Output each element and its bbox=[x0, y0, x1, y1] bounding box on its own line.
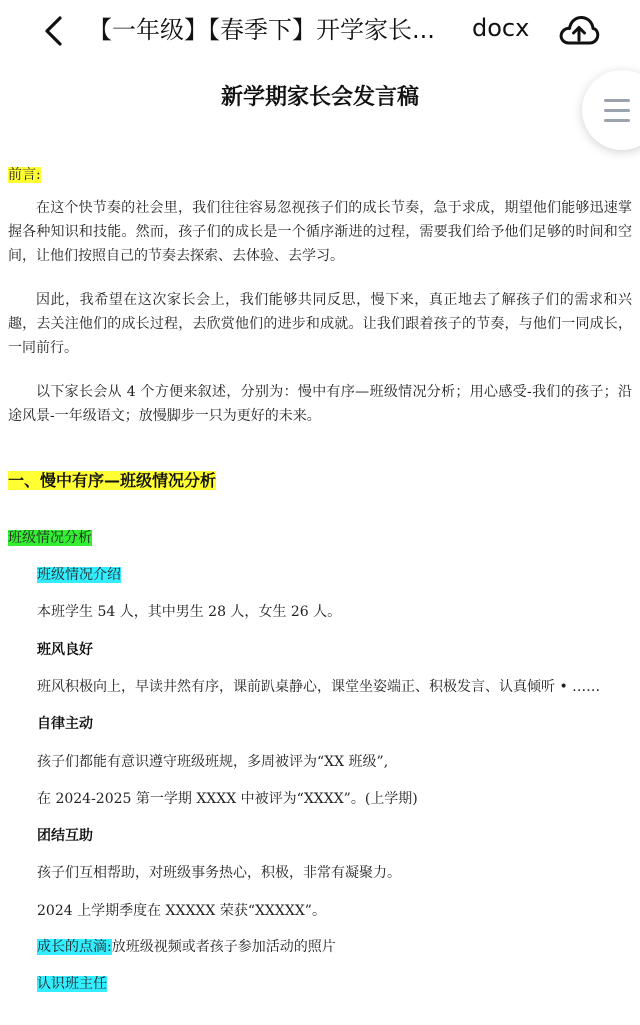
paragraph: 在这个快节奏的社会里，我们往往容易忽视孩子们的成长节奏，急于求成，期望他们能够迅速掌握各种知识和技能。然而，孩子们的成长是一个循序渐进的过程，需要我们给予他们足够的时间和空间，让他们按照自己的节奏去探索、去体验、去学习。 bbox=[8, 200, 632, 264]
style-title: 班风良好 bbox=[37, 642, 93, 658]
paragraph: 以下家长会从 4 个方便来叙述，分别为：慢中有序—班级情况分析；用心感受-我们的孩子；沿途风景-一年级语文；放慢脚步一只为更好的未来。 bbox=[8, 384, 632, 424]
unity-text-2: 2024 上学期季度在 XXXXX 荣获“XXXXX”。 bbox=[37, 903, 326, 919]
section-title: 一、慢中有序—班级情况分析 bbox=[8, 471, 217, 490]
discipline-text-1: 孩子们都能有意识遵守班级班规，多周被评为“XX 班级”, bbox=[37, 754, 389, 770]
growth-label: 成长的点滴: bbox=[37, 939, 112, 955]
cloud-upload-icon bbox=[558, 11, 600, 51]
teacher-label: 认识班主任 bbox=[37, 976, 107, 992]
unity-text-1: 孩子们互相帮助，对班级事务热心，积极，非常有凝聚力。 bbox=[37, 865, 401, 881]
section-subtitle: 班级情况分析 bbox=[8, 530, 92, 546]
cloud-upload-button[interactable] bbox=[558, 11, 600, 51]
chevron-left-icon bbox=[38, 14, 72, 48]
unity-title: 团结互助 bbox=[37, 828, 93, 844]
paragraph: 因此，我希望在这次家长会上，我们能够共同反思，慢下来，真正地去了解孩子们的需求和兴趣，去关注他们的成长过程，去欣赏他们的进步和成就。让我们跟着孩子的节奏，与他们一同成长，一同前行。 bbox=[8, 292, 632, 356]
growth-text: 放班级视频或者孩子参加活动的照片 bbox=[111, 939, 336, 955]
top-bar bbox=[0, 0, 640, 62]
class-intro-text: 本班学生 54 人，其中男生 28 人，女生 26 人。 bbox=[37, 604, 342, 620]
document-title: 【一年级】【春季下】开学家长... bbox=[88, 16, 435, 44]
document-extension: docx bbox=[472, 14, 530, 42]
document-heading: 新学期家长会发言稿 bbox=[220, 85, 419, 110]
back-button[interactable] bbox=[38, 14, 72, 48]
style-text: 班风积极向上，早读井然有序，课前趴桌静心，课堂坐姿端正、积极发言、认真倾听 • …… bbox=[37, 679, 601, 695]
discipline-title: 自律主动 bbox=[37, 716, 93, 732]
class-intro-label: 班级情况介绍 bbox=[37, 567, 121, 583]
preface-label: 前言: bbox=[8, 167, 41, 183]
discipline-text-2: 在 2024-2025 第一学期 XXXX 中被评为“XXXX”。(上学期) bbox=[37, 791, 418, 807]
